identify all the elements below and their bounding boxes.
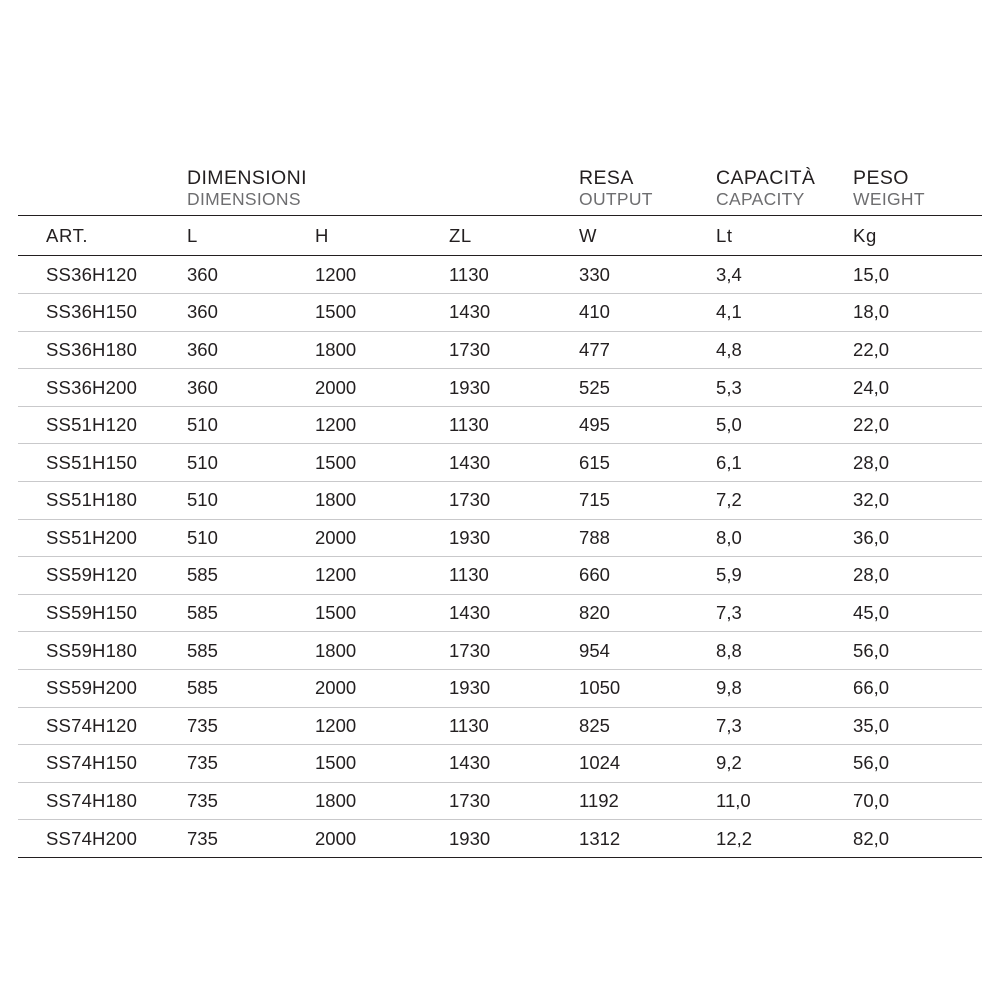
cell-h: 2000	[288, 519, 422, 557]
cell-kg: 70,0	[826, 782, 982, 820]
column-label-h: H	[288, 216, 422, 256]
cell-zl: 1130	[422, 557, 552, 595]
group-header-empty	[18, 168, 160, 216]
table-row	[18, 406, 982, 444]
cell-kg: 22,0	[826, 331, 982, 369]
cell-lt: 11,0	[689, 782, 826, 820]
table-row	[18, 820, 982, 858]
cell-lt: 5,0	[689, 406, 826, 444]
table-row	[18, 444, 982, 482]
column-label-kg: Kg	[826, 216, 982, 256]
cell-lt: 5,9	[689, 557, 826, 595]
cell-kg: 45,0	[826, 594, 982, 632]
cell-h: 1200	[288, 406, 422, 444]
cell-zl: 1930	[422, 519, 552, 557]
cell-kg: 28,0	[826, 557, 982, 595]
cell-zl: 1430	[422, 444, 552, 482]
cell-kg: 28,0	[826, 444, 982, 482]
cell-h: 1500	[288, 594, 422, 632]
cell-kg: 56,0	[826, 632, 982, 670]
cell-l: 735	[160, 745, 288, 783]
cell-zl: 1130	[422, 256, 552, 294]
cell-l: 585	[160, 557, 288, 595]
cell-kg: 66,0	[826, 669, 982, 707]
cell-h: 1800	[288, 481, 422, 519]
column-label-art: ART.	[18, 216, 160, 256]
group-header-weight-italian: PESO	[853, 167, 909, 189]
cell-h: 1500	[288, 745, 422, 783]
table-row	[18, 256, 982, 294]
table-row	[18, 669, 982, 707]
cell-lt: 4,1	[689, 294, 826, 332]
table-row	[18, 632, 982, 670]
cell-h: 1800	[288, 331, 422, 369]
table-row	[18, 369, 982, 407]
cell-zl: 1430	[422, 745, 552, 783]
cell-h: 1200	[288, 557, 422, 595]
cell-h: 2000	[288, 669, 422, 707]
cell-art: SS36H150	[18, 294, 160, 332]
group-header-output	[552, 168, 689, 216]
cell-lt: 9,2	[689, 745, 826, 783]
cell-art: SS51H150	[18, 444, 160, 482]
cell-kg: 36,0	[826, 519, 982, 557]
group-header-weight	[826, 168, 982, 216]
cell-zl: 1930	[422, 369, 552, 407]
table-row	[18, 331, 982, 369]
table-row	[18, 707, 982, 745]
cell-art: SS59H120	[18, 557, 160, 595]
table-row	[18, 557, 982, 595]
cell-w: 660	[552, 557, 689, 595]
cell-l: 735	[160, 820, 288, 858]
cell-kg: 56,0	[826, 745, 982, 783]
group-header-output-english: OUTPUT	[579, 188, 653, 209]
column-label-w: W	[552, 216, 689, 256]
group-header-capacity-english: CAPACITY	[716, 188, 805, 209]
cell-art: SS59H180	[18, 632, 160, 670]
cell-art: SS36H120	[18, 256, 160, 294]
cell-l: 585	[160, 669, 288, 707]
table-body	[18, 256, 982, 858]
group-header-weight-english: WEIGHT	[853, 188, 925, 209]
cell-lt: 3,4	[689, 256, 826, 294]
cell-zl: 1430	[422, 594, 552, 632]
table-row	[18, 745, 982, 783]
cell-zl: 1930	[422, 669, 552, 707]
cell-art: SS51H200	[18, 519, 160, 557]
cell-art: SS51H180	[18, 481, 160, 519]
cell-w: 820	[552, 594, 689, 632]
cell-l: 360	[160, 331, 288, 369]
cell-l: 735	[160, 707, 288, 745]
cell-l: 510	[160, 481, 288, 519]
cell-art: SS74H200	[18, 820, 160, 858]
cell-zl: 1130	[422, 707, 552, 745]
cell-h: 2000	[288, 820, 422, 858]
table-row	[18, 519, 982, 557]
cell-lt: 7,3	[689, 707, 826, 745]
cell-w: 715	[552, 481, 689, 519]
cell-l: 510	[160, 519, 288, 557]
cell-l: 585	[160, 594, 288, 632]
cell-lt: 8,8	[689, 632, 826, 670]
cell-kg: 22,0	[826, 406, 982, 444]
cell-art: SS51H120	[18, 406, 160, 444]
group-header-output-italian: RESA	[579, 167, 634, 189]
cell-w: 1312	[552, 820, 689, 858]
group-header-dimensions	[160, 168, 552, 216]
cell-h: 1500	[288, 294, 422, 332]
cell-kg: 82,0	[826, 820, 982, 858]
cell-lt: 6,1	[689, 444, 826, 482]
cell-w: 495	[552, 406, 689, 444]
cell-h: 1800	[288, 782, 422, 820]
cell-w: 954	[552, 632, 689, 670]
table-row	[18, 481, 982, 519]
table-row	[18, 294, 982, 332]
cell-kg: 15,0	[826, 256, 982, 294]
cell-h: 1200	[288, 707, 422, 745]
cell-zl: 1730	[422, 632, 552, 670]
cell-l: 360	[160, 369, 288, 407]
cell-lt: 7,3	[689, 594, 826, 632]
cell-l: 510	[160, 444, 288, 482]
cell-zl: 1130	[422, 406, 552, 444]
cell-zl: 1730	[422, 331, 552, 369]
column-label-l: L	[160, 216, 288, 256]
cell-lt: 12,2	[689, 820, 826, 858]
cell-art: SS59H150	[18, 594, 160, 632]
cell-zl: 1730	[422, 782, 552, 820]
cell-h: 1200	[288, 256, 422, 294]
group-header-dimensions-english: DIMENSIONS	[187, 188, 301, 209]
table-row	[18, 782, 982, 820]
cell-kg: 24,0	[826, 369, 982, 407]
cell-w: 825	[552, 707, 689, 745]
cell-art: SS36H180	[18, 331, 160, 369]
group-header-capacity	[689, 168, 826, 216]
cell-w: 1024	[552, 745, 689, 783]
cell-lt: 8,0	[689, 519, 826, 557]
cell-h: 1800	[288, 632, 422, 670]
cell-lt: 9,8	[689, 669, 826, 707]
cell-w: 788	[552, 519, 689, 557]
cell-h: 1500	[288, 444, 422, 482]
cell-w: 410	[552, 294, 689, 332]
cell-kg: 35,0	[826, 707, 982, 745]
cell-art: SS36H200	[18, 369, 160, 407]
cell-l: 360	[160, 294, 288, 332]
cell-w: 477	[552, 331, 689, 369]
cell-l: 360	[160, 256, 288, 294]
cell-kg: 32,0	[826, 481, 982, 519]
cell-lt: 5,3	[689, 369, 826, 407]
group-header-capacity-italian: CAPACITÀ	[716, 167, 816, 189]
cell-art: SS59H200	[18, 669, 160, 707]
specifications-table	[18, 168, 982, 858]
cell-zl: 1730	[422, 481, 552, 519]
cell-l: 735	[160, 782, 288, 820]
cell-art: SS74H120	[18, 707, 160, 745]
group-header-row	[18, 168, 982, 216]
cell-w: 1050	[552, 669, 689, 707]
cell-lt: 4,8	[689, 331, 826, 369]
cell-kg: 18,0	[826, 294, 982, 332]
cell-w: 615	[552, 444, 689, 482]
column-label-zl: ZL	[422, 216, 552, 256]
cell-h: 2000	[288, 369, 422, 407]
cell-w: 525	[552, 369, 689, 407]
column-label-lt: Lt	[689, 216, 826, 256]
table-row	[18, 594, 982, 632]
cell-w: 1192	[552, 782, 689, 820]
cell-zl: 1930	[422, 820, 552, 858]
group-header-dimensions-italian: DIMENSIONI	[187, 167, 307, 189]
cell-art: SS74H150	[18, 745, 160, 783]
cell-lt: 7,2	[689, 481, 826, 519]
cell-l: 510	[160, 406, 288, 444]
cell-zl: 1430	[422, 294, 552, 332]
cell-l: 585	[160, 632, 288, 670]
cell-w: 330	[552, 256, 689, 294]
cell-art: SS74H180	[18, 782, 160, 820]
column-label-row	[18, 216, 982, 256]
